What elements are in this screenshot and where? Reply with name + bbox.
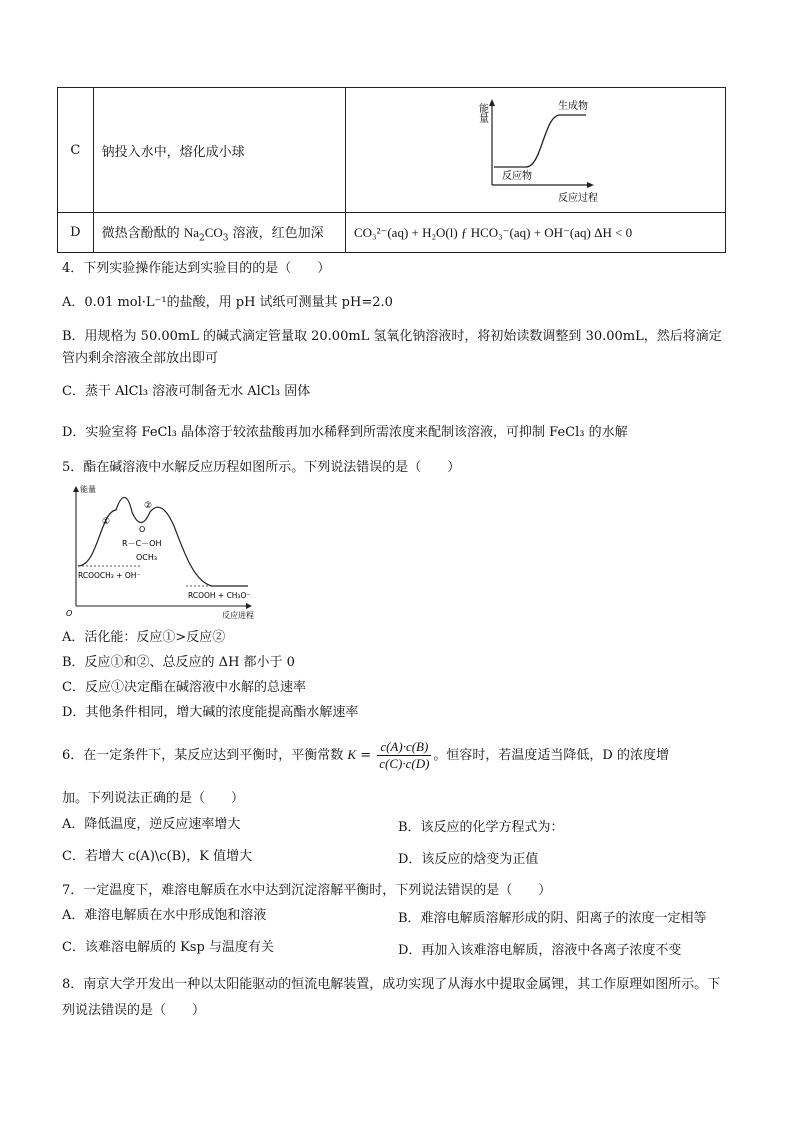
q4-option-b: B．用规格为 50.00mL 的碱式滴定管量取 20.00mL 氢氧化钠溶液时，将初始读数调整到 30.00mL，然后将滴定管内剩余溶液全部放出即可 bbox=[62, 329, 722, 366]
end-label: RCOOH + CH₃O⁻ bbox=[188, 591, 251, 600]
q6-stem-line2: 加。下列说法正确的是（ ） bbox=[62, 791, 245, 806]
q5-stem: 5．酯在碱溶液中水解反应历程如图所示。下列说法错误的是（ ） bbox=[62, 460, 461, 475]
table-row bbox=[58, 88, 726, 213]
hydrolysis-equation: CO₃²⁻(aq) + H₂O(l) ƒ HCO₃⁻(aq) + OH⁻(aq) ΔH < 0 bbox=[346, 213, 726, 253]
q4-option-a: A．0.01 mol·L⁻¹的盐酸，用 pH 试纸可测量其 pH=2.0 bbox=[62, 295, 393, 310]
energy-diagram-cell bbox=[346, 88, 726, 213]
q6-option-b: B．该反应的化学方程式为： bbox=[398, 820, 564, 835]
intermediate-mid: R－C－OH bbox=[122, 539, 162, 548]
table-row bbox=[58, 213, 726, 253]
row-label: C bbox=[58, 88, 94, 213]
q7-stem: 7．一定温度下，难溶电解质在水中达到沉淀溶解平衡时，下列说法错误的是（ ） bbox=[62, 883, 552, 898]
peak-1-label: ① bbox=[102, 517, 111, 527]
y-axis-arrow bbox=[73, 486, 79, 492]
peak-2-label: ② bbox=[144, 501, 153, 511]
q7-option-d: D．再加入该难溶电解质，溶液中各离子浓度不变 bbox=[398, 943, 682, 958]
row-text: 钠投入水中，熔化成小球 bbox=[93, 88, 345, 213]
q6-option-c: C．若增大 c(A)\c(B)，K 值增大 bbox=[62, 849, 253, 864]
q5-option-c: C．反应①决定酯在碱溶液中水解的总速率 bbox=[62, 680, 306, 695]
q4-option-c: C．蒸干 AlCl₃ 溶液可制备无水 AlCl₃ 固体 bbox=[62, 384, 311, 399]
energy-diagram bbox=[354, 89, 724, 207]
q7-option-b: B．难溶电解质溶解形成的阴、阳离子的浓度一定相等 bbox=[398, 911, 707, 926]
q8-stem: 8．南京大学开发出一种以太阳能驱动的恒流电解装置，成功实现了从海水中提取金属锂，其工作原理如图所示。下列说法错误的是（ ） bbox=[62, 977, 721, 1018]
q5-reaction-profile bbox=[62, 482, 258, 622]
q4-option-d: D．实验室将 FeCl₃ 晶体溶于较浓盐酸再加水稀释到所需浓度来配制该溶液，可抑制 FeCl₃ 的水解 bbox=[62, 425, 628, 440]
x-axis-label: 反应过程 bbox=[558, 193, 598, 204]
row-label: D bbox=[58, 213, 94, 253]
equilibrium-fraction: $\frac{c(A)\cdot c(B)}{c(C)\cdot c(D)}$ bbox=[379, 739, 430, 771]
intermediate-bottom: OCH₃ bbox=[136, 553, 158, 562]
x-axis-arrow bbox=[246, 603, 252, 609]
q5-option-a: A．活化能：反应①>反应② bbox=[62, 630, 226, 645]
energy-curve bbox=[494, 115, 586, 167]
y-axis-arrow bbox=[489, 99, 495, 106]
q6-option-a: A．降低温度，逆反应速率增大 bbox=[62, 817, 241, 832]
reactant-label: 反应物 bbox=[502, 171, 532, 182]
intermediate-o: O bbox=[139, 525, 146, 534]
y-axis-label: 能量 bbox=[80, 485, 96, 494]
q6-option-d: D．该反应的焓变为正值 bbox=[398, 852, 539, 867]
q5-option-d: D．其他条件相同，增大碱的浓度能提高酯水解速率 bbox=[62, 705, 359, 720]
x-axis-arrow bbox=[587, 182, 594, 188]
y-axis-label: 能量 bbox=[476, 103, 488, 123]
q4-stem: 4．下列实验操作能达到实验目的的是（ ） bbox=[62, 261, 331, 276]
origin-label: O bbox=[66, 609, 73, 618]
q7-option-a: A．难溶电解质在水中形成饱和溶液 bbox=[62, 908, 267, 923]
product-label: 生成物 bbox=[558, 101, 588, 112]
options-table bbox=[57, 87, 726, 253]
start-label: RCOOCH₃ + OH⁻ bbox=[78, 571, 141, 580]
x-axis-label: 反应进程 bbox=[222, 611, 254, 620]
q7-option-c: C．该难溶电解质的 Ksp 与温度有关 bbox=[62, 940, 274, 955]
row-text: 微热含酚酞的 $Na_2CO_3$ 溶液，红色加深 bbox=[93, 213, 345, 253]
q6-stem: 6．在一定条件下，某反应达到平衡时，平衡常数 K = $\frac{c(A)\cdot c(B)}{c(C)\cdot c(D)}$ 。恒容时，若温度适当降低，D 的浓度增 bbox=[62, 739, 669, 771]
q5-option-b: B．反应①和②、总反应的 ΔH 都小于 0 bbox=[62, 655, 295, 670]
